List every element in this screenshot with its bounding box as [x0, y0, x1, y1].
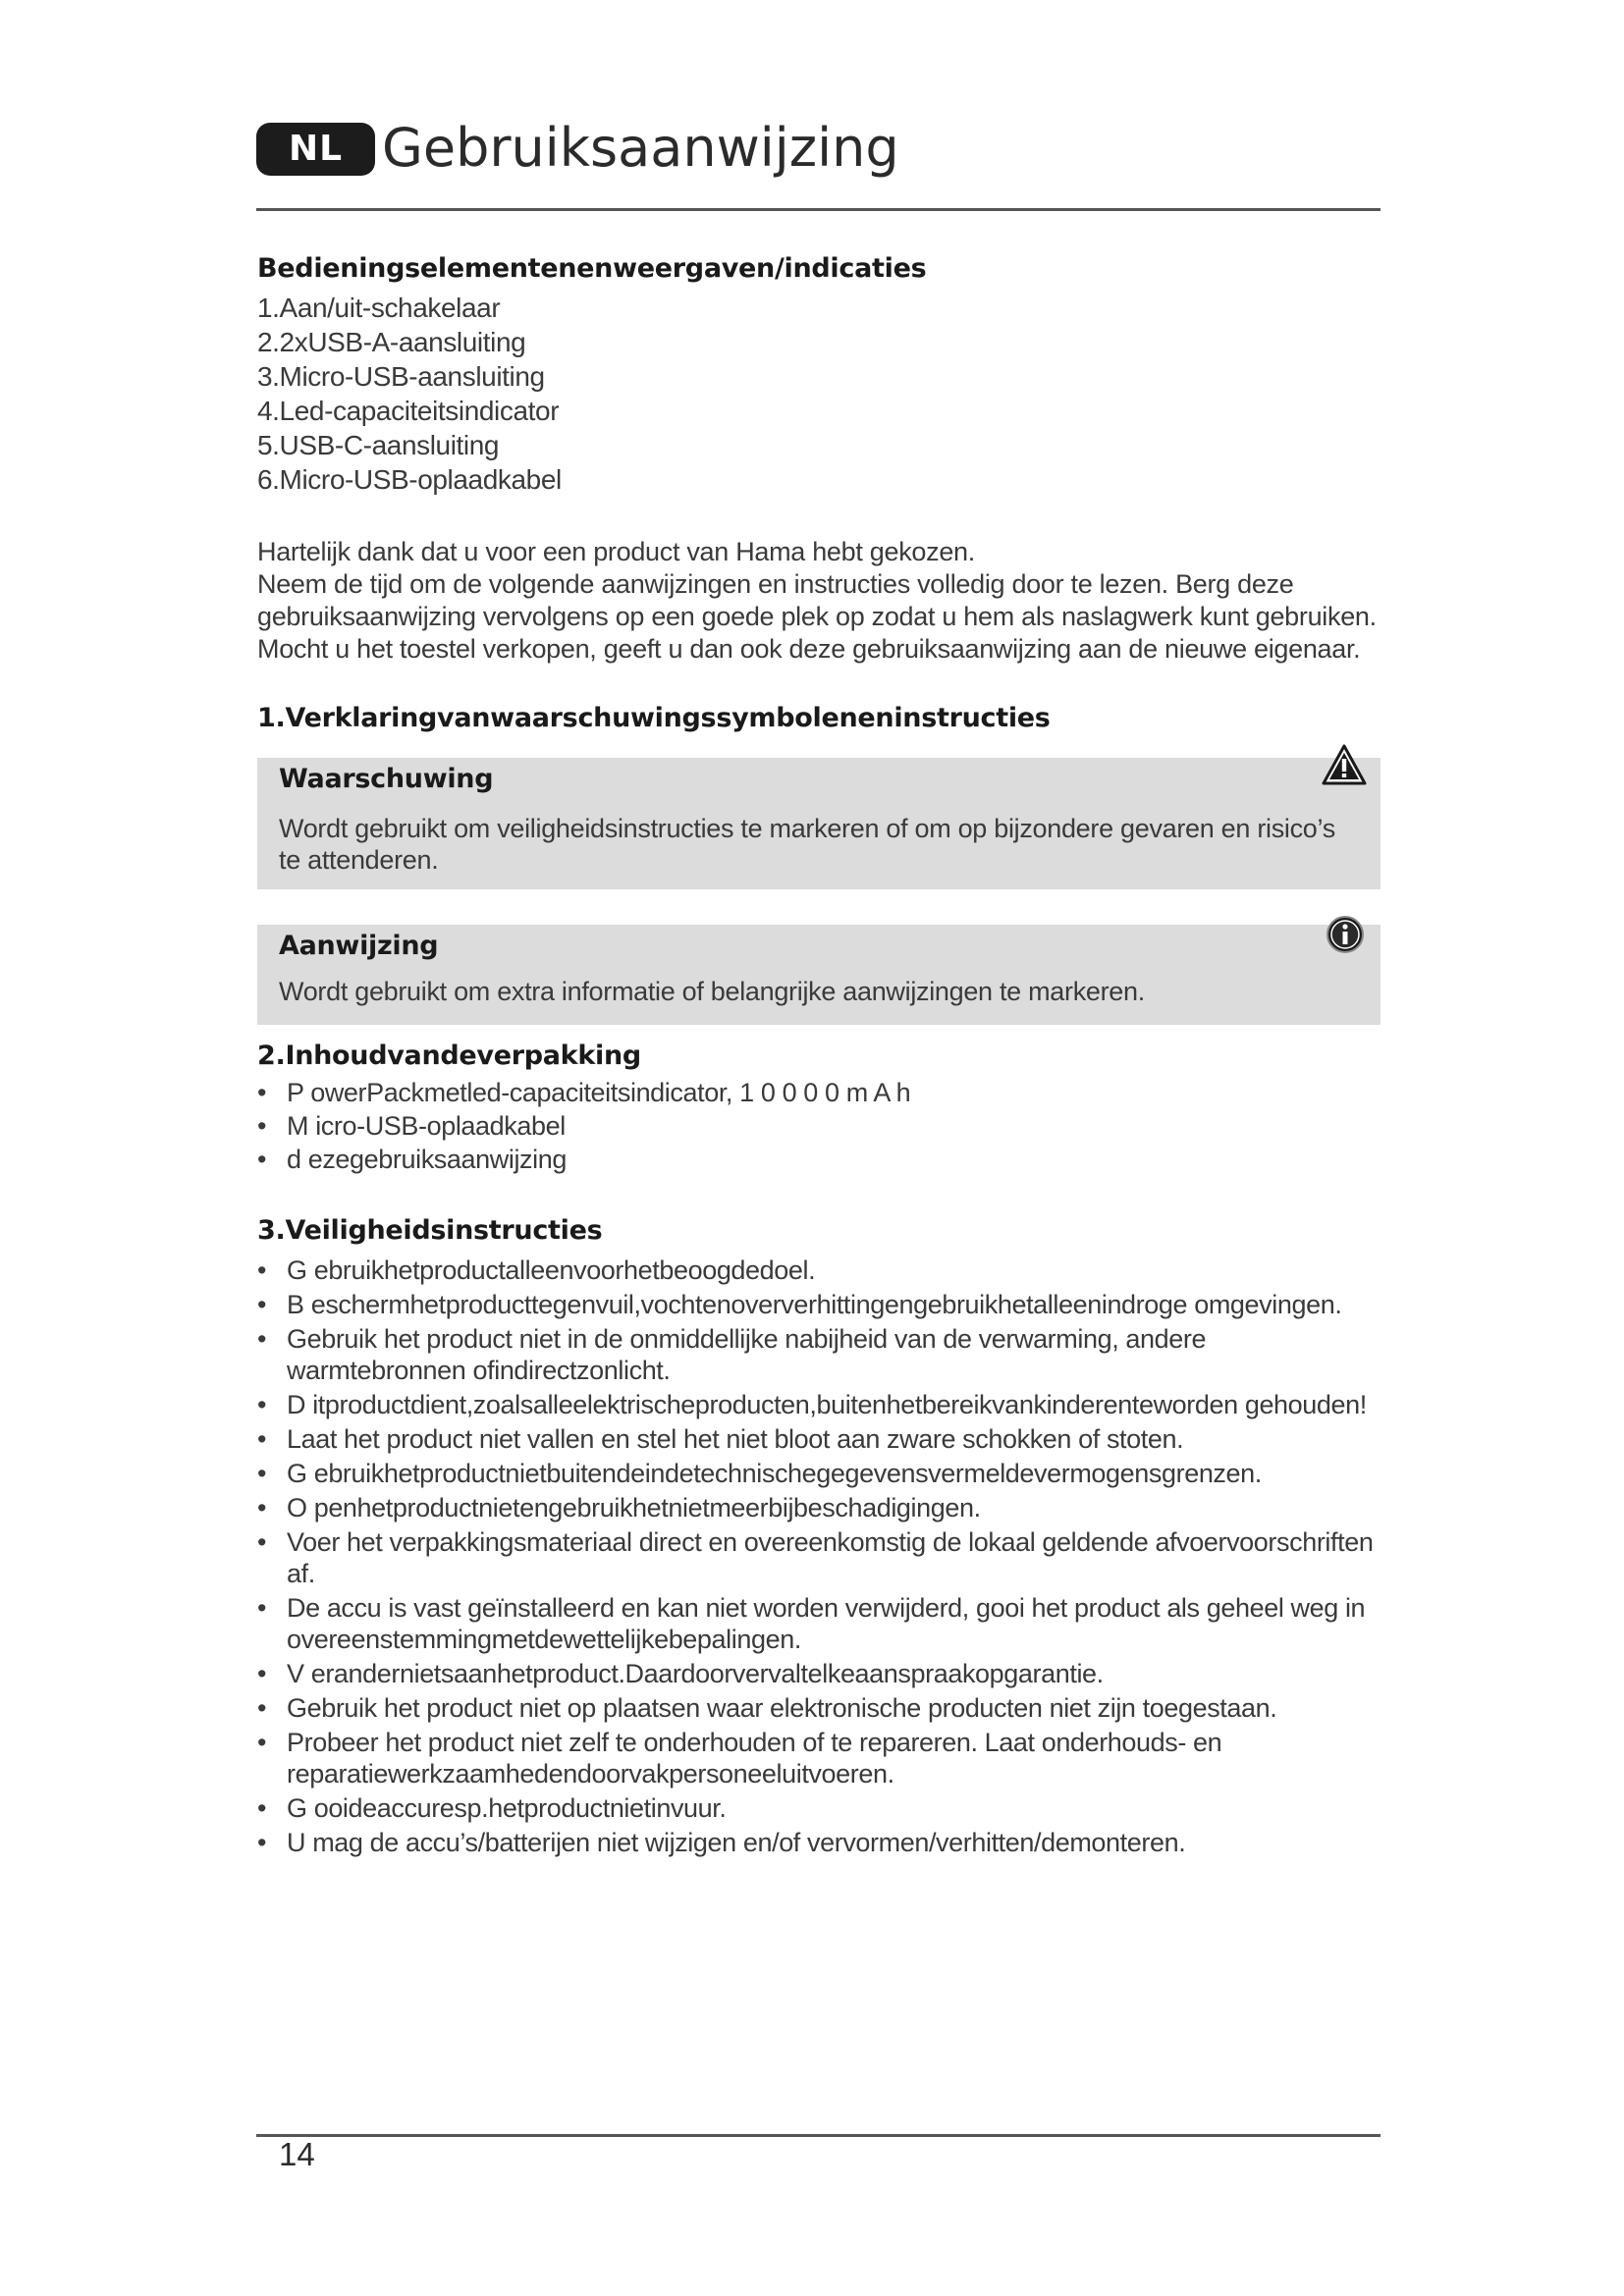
hint-text: Wordt gebruikt om extra informatie of belangrijke aanwijzingen te markeren.	[279, 977, 1145, 1006]
list-item: • Laat het product niet vallen en stel het niet bloot aan zware schokken of stoten.	[257, 1423, 1386, 1455]
footer-divider	[256, 2134, 1380, 2137]
controls-heading: Bedieningselementenenweergaven/indicaties	[257, 253, 927, 284]
list-item: 4.Led-capaciteitsindicator	[257, 396, 560, 426]
list-item: • Gebruik het product niet op plaatsen waar elektronische producten niet zijn toegestaan.	[257, 1692, 1386, 1724]
package-contents-list	[257, 1077, 910, 1177]
intro-line: Mocht u het toestel verkopen, geeft u dan ook deze gebruiksaanwijzing aan de nieuwe eigenaar.	[257, 634, 1361, 664]
list-item: • U mag de accu’s/batterijen niet wijzigen en/of vervormen/verhitten/demonteren.	[257, 1827, 1386, 1858]
list-item: • G ooideaccuresp.hetproductnietinvuur.	[257, 1792, 1386, 1824]
info-circle-icon	[1326, 915, 1365, 954]
list-item: • B eschermhetproducttegenvuil,vochtenoververhittingengebruikhetalleenindroge omgevingen.	[257, 1289, 1386, 1320]
list-item: • G ebruikhetproductnietbuitendeindetechnischegegevensvermeldevermogensgrenzen.	[257, 1458, 1386, 1489]
hint-title: Aanwijzing	[279, 931, 439, 961]
page-header	[256, 117, 1380, 181]
list-item: 5.USB-C-aansluiting	[257, 430, 500, 460]
intro-line: Neem de tijd om de volgende aanwijzingen en instructies volledig door te lezen. Berg deze	[257, 569, 1294, 599]
page-number: 14	[279, 2136, 315, 2172]
list-item: • d ezegebruiksaanwijzing	[257, 1144, 910, 1175]
list-item: • M icro-USB-oplaadkabel	[257, 1110, 910, 1142]
header-divider	[256, 208, 1380, 211]
list-item: 2.2xUSB-A-aansluiting	[257, 327, 526, 357]
list-item: • Gebruik het product niet in de onmiddellijke nabijheid van de verwarming, andere warmtebronnen ofindirectzonlicht.	[257, 1323, 1386, 1386]
list-item: • V erandernietsaanhetproduct.Daardoorvervaltelkeaanspraakopgarantie.	[257, 1658, 1386, 1689]
list-item: 1.Aan/uit-schakelaar	[257, 293, 501, 323]
intro-line: gebruiksaanwijzing vervolgens op een goede plek op zodat u hem als naslagwerk kunt gebruiken.	[257, 602, 1377, 631]
section-1-heading: 1.Verklaringvanwaarschuwingssymboleneninstructies	[257, 703, 1051, 733]
section-3-heading: 3.Veiligheidsinstructies	[257, 1215, 603, 1246]
list-item: • G ebruikhetproductalleenvoorhetbeoogdedoel.	[257, 1255, 1386, 1286]
warning-title: Waarschuwing	[279, 764, 494, 794]
list-item: • P owerPackmetled-capaciteitsindicator, 1 0 0 0 0 m A h	[257, 1077, 910, 1108]
list-item: • D itproductdient,zoalsalleelektrischeproducten,buitenhetbereikvankinderenteworden gehouden!	[257, 1389, 1386, 1420]
list-item: • Voer het verpakkingsmateriaal direct en overeenkomstig de lokaal geldende afvoervoorschriften af.	[257, 1526, 1386, 1589]
intro-paragraph	[257, 536, 1386, 666]
list-item: 6.Micro-USB-oplaadkabel	[257, 464, 562, 495]
page-title: Gebruiksaanwijzing	[382, 117, 899, 179]
intro-line: Hartelijk dank dat u voor een product van Hama hebt gekozen.	[257, 537, 975, 566]
warning-notice	[257, 758, 1380, 889]
list-item: • O penhetproductnietengebruikhetnietmeerbijbeschadigingen.	[257, 1492, 1386, 1523]
controls-list	[257, 291, 562, 497]
section-2-heading: 2.Inhoudvandeverpakking	[257, 1041, 641, 1071]
list-item: • De accu is vast geïnstalleerd en kan niet worden verwijderd, gooi het product als geheel weg in overeenstemmingmetdewettelijkebepalingen.	[257, 1592, 1386, 1655]
language-badge: NL	[256, 123, 375, 176]
warning-triangle-icon	[1322, 744, 1367, 785]
safety-instructions-list	[257, 1255, 1386, 1861]
hint-notice	[257, 925, 1380, 1025]
list-item: 3.Micro-USB-aansluiting	[257, 361, 545, 392]
warning-text: Wordt gebruikt om veiligheidsinstructies te markeren of om op bijzondere gevaren en risico’s te attenderen.	[279, 814, 1335, 875]
list-item: • Probeer het product niet zelf te onderhouden of te repareren. Laat onderhouds- en reparatiewerkzaamhedendoorvakpersoneeluitvoeren.	[257, 1727, 1386, 1789]
